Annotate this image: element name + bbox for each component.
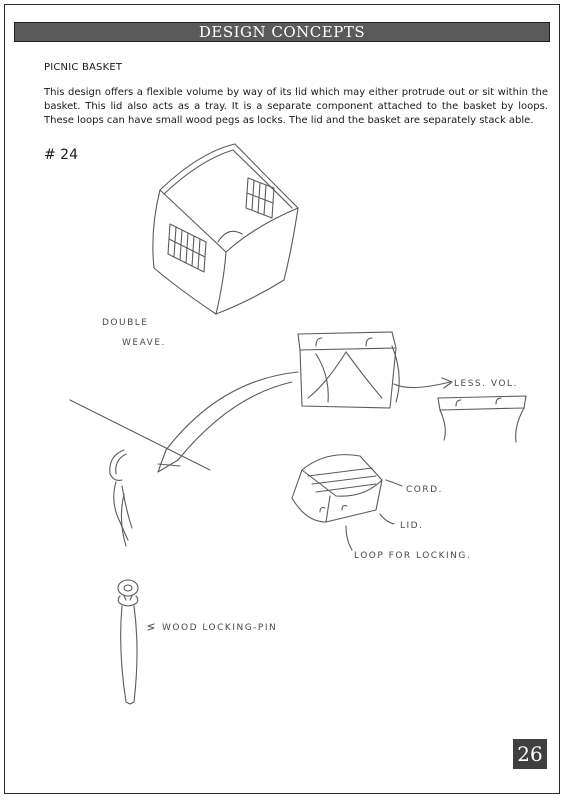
page-header [14, 22, 550, 42]
note-cord: CORD. [406, 485, 443, 495]
lid-weave-sketch [298, 332, 399, 408]
header-title: DESIGN CONCEPTS [198, 23, 366, 41]
note-weave: WEAVE. [122, 338, 166, 348]
pencil-sketch [30, 130, 550, 740]
note-loop-for-locking: LOOP FOR LOCKING. [354, 551, 472, 561]
open-basket-sketch [153, 144, 298, 314]
note-lid: LID. [400, 521, 424, 531]
section-title: PICNIC BASKET [44, 62, 123, 73]
locking-pin-sketch [110, 450, 154, 704]
note-double: DOUBLE [102, 318, 149, 328]
note-less-vol: LESS. VOL. [454, 379, 518, 389]
concept-number: # 24 [44, 147, 78, 163]
note-wood-locking-pin: WOOD LOCKING-PIN [162, 623, 278, 633]
small-basket-sketch [292, 455, 402, 550]
concept-description: This design offers a flexible volume by way of its lid which may either protrude out or sit within the basket. This lid also acts as a tray. It is a separate component attached to the basket by loops. These loops can have small wood pegs as locks. The lid and the basket are separately stack able. [44, 87, 548, 126]
page-number: 26 [513, 739, 547, 769]
arrow-sketch [70, 372, 452, 472]
less-volume-lid-sketch [438, 396, 526, 442]
